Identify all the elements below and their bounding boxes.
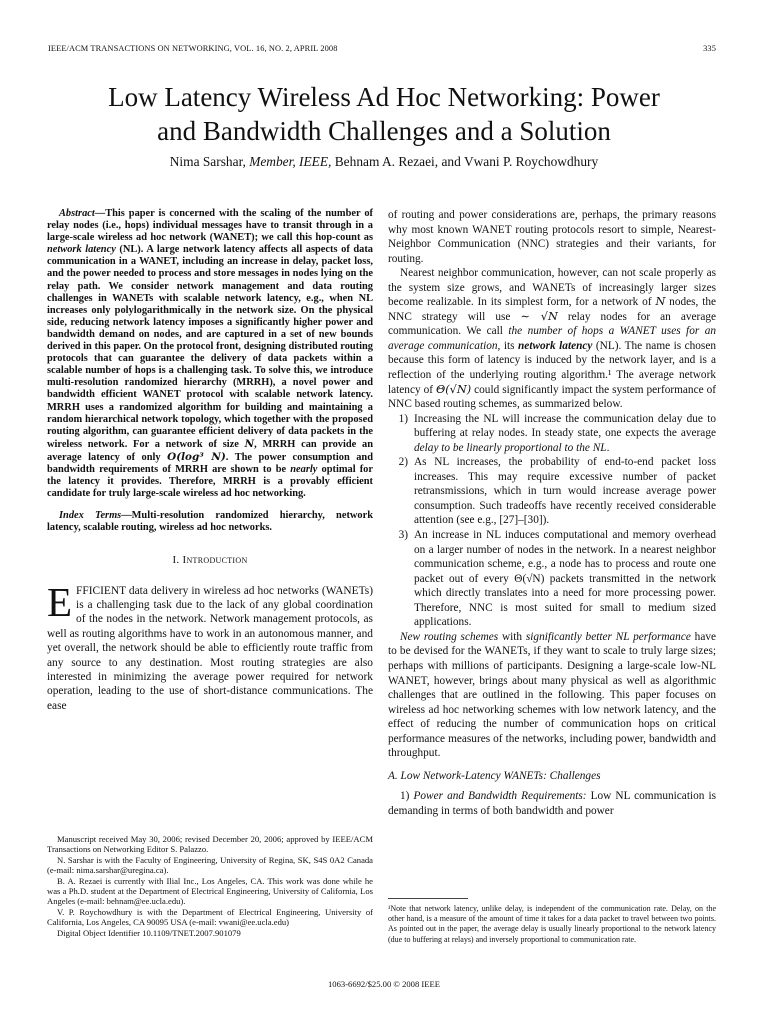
right-column <box>388 208 716 818</box>
footnote-rule <box>388 898 468 899</box>
abstract-bigo: O(log³ N) <box>167 450 226 463</box>
author-1: Nima Sarshar, <box>169 154 246 169</box>
abstract-n: N <box>244 437 255 450</box>
author-2: Behnam A. Rezaei, <box>334 154 439 169</box>
abstract-text-2: (NL). A large network latency affects all aspects of data communication in a WANET, including an increase in delay, packet loss, and the power needed to process and store messages in nodes lying on the relay path. We consider network management and data routing challenges in WANETs with scalable network latency, e.g., when NL increases only polylogarithmically in the network size. On the physical side, reducing network latency imposes a significantly higher power and bandwidth demand on nodes, and are captured in a set of new bounds derived in this paper. On the protocol front, designing distributed routing protocols that can guarantee the delivery of data packets within a scalable number of hops is a challenging task. To solve this, we introduce multi-resolution randomized hierarchy (MRRH), a novel power and bandwidth efficient WANET protocol with scalable network latency. MRRH uses a randomized algorithm for building and maintaining a random hierarchical network topology, which together with the proposed routing algorithm, can guarantee efficient delivery of data packets in the wireless network. For a network of size <box>47 244 373 450</box>
page-footer: 1063-6692/$25.00 © 2008 IEEE <box>327 979 441 989</box>
right-paragraph-0: of routing and power considerations are, perhaps, the primary reasons why most known WANET routing protocols resort to simple, Nearest-Neighbor Communication (NNC) strategies and their variants, for routing. <box>388 209 716 265</box>
p1-italic: the number of hops a WANET uses for an average communication <box>388 325 716 352</box>
running-header <box>48 44 716 53</box>
footnote-1: ¹Note that network latency, unlike delay, is independent of the communication rate. Delay, on the other hand, is a measure of the amount of time it takes for a data packet to travel between two points. As pointed out in the paper, the average delay is usually linearly proportional to the network latency (due to buffering at relays) and inversely proportional to communication rate. <box>388 904 716 944</box>
right-paragraph-1 <box>388 266 716 411</box>
author-list <box>40 154 728 170</box>
p1-sqrt: ∼ √N <box>520 309 558 323</box>
author-and: and <box>441 154 461 169</box>
item-1-end: . <box>606 441 610 454</box>
p2-text-b: have to be devised for the WANETs, if they want to scale to truly large sizes; perhaps with millions of participants. Designing a large-scale low-NL WANET, however, brings about many physical as well as algorithmic challenges that are outlined in the following. This paper focuses on wireless ad hoc networking schemes with low network latency, and the effect of reducing the number of communication hops on critical performance measures of the networks, including power, bandwidth and throughput. <box>388 630 716 760</box>
drop-cap: E <box>47 578 73 625</box>
index-terms <box>47 510 373 534</box>
list-item-3 <box>388 528 716 630</box>
p1-text-a: Nearest neighbor communication, however, can not scale properly as the system size grows, and WANETs of increasingly larger sizes become realizable. In its simplest form, for a network of <box>388 267 716 309</box>
p1-n: N <box>655 295 666 309</box>
list-item-2 <box>388 455 716 528</box>
intro-paragraph <box>47 578 373 714</box>
title-line-2: and Bandwidth Challenges and a Solution <box>157 116 611 146</box>
item-1-text: Increasing the NL will increase the communication delay due to buffering at relay nodes. In steady state, one expects the average <box>414 412 716 440</box>
footnote-author-1: N. Sarshar is with the Faculty of Engineering, University of Regina, SK, S4S 0A2 Canada (e-mail: nima.sarshar@uregina.ca). <box>47 854 373 876</box>
footnote-author-2: B. A. Rezaei is currently with Ilial Inc., Los Angeles, CA. This work was done while he was a Ph.D. student at the Department of Electrical Engineering, University of California, Los Angeles (e-mail: behnam@ee.ucla.edu). <box>47 875 373 907</box>
item-1-italic: delay to be linearly proportional to the NL <box>414 441 607 454</box>
abstract <box>47 208 373 500</box>
abstract-text-4: . The power consumption and bandwidth requirements of MRRH are shown to be <box>47 451 373 475</box>
left-column <box>47 208 373 713</box>
p1-text-d: , its <box>497 339 519 352</box>
subsubsection-paragraph <box>388 789 716 818</box>
abstract-lead: Abstract <box>59 208 95 219</box>
right-paragraph-2 <box>388 630 716 761</box>
p1-bold: network latency <box>518 339 593 352</box>
p1-text-f: could significantly impact the system performance of NNC based routing schemes, as summarized below. <box>388 383 716 411</box>
journal-name: IEEE/ACM TRANSACTIONS ON NETWORKING, VOL. 16, NO. 2, APRIL 2008 <box>48 44 338 53</box>
p1-theta: Θ(√N) <box>435 382 472 396</box>
list-item-1 <box>388 412 716 456</box>
author-1-role: Member, IEEE, <box>249 154 332 169</box>
section-title: Introduction <box>182 554 248 567</box>
subsub-text: Low NL communication is demanding in terms of both bandwidth and power <box>388 790 716 817</box>
p1-text-b: nodes, the NNC strategy will use <box>388 296 716 323</box>
footnote-doi: Digital Object Identifier 10.1109/TNET.2007.901079 <box>57 927 241 938</box>
subsection-heading: A. Low Network-Latency WANETs: Challenges <box>388 769 601 782</box>
section-heading-introduction <box>47 554 373 567</box>
p2-italic-1: New routing schemes <box>400 630 499 643</box>
p2-text-a: with <box>498 630 526 643</box>
footnote-received: Manuscript received May 30, 2006; revised December 20, 2006; approved by IEEE/ACM Transactions on Networking Editor S. Palazzo. <box>47 834 373 855</box>
abstract-nearly: nearly <box>290 463 318 475</box>
paper-title <box>40 80 728 148</box>
list-number: 1) <box>398 412 408 425</box>
p1-text-c: relay nodes for an average communication. We call <box>388 310 716 338</box>
abstract-nl: network latency <box>47 244 116 256</box>
section-number: I. <box>172 554 180 567</box>
abstract-text-1: —This paper is concerned with the scaling of the number of relay nodes (i.e., hops) individual messages have to transit through in a large-scale wireless ad hoc network (WANET); we call this hop-count as <box>47 208 373 244</box>
title-line-1: Low Latency Wireless Ad Hoc Networking: Power <box>108 82 660 112</box>
list-text <box>414 412 716 456</box>
author-3: Vwani P. Roychowdhury <box>463 154 599 169</box>
index-terms-lead: Index Terms <box>59 510 122 522</box>
subsub-number: 1) <box>400 790 410 803</box>
p2-italic-2: significantly better NL performance <box>525 630 691 643</box>
list-text: An increase in NL induces computational and memory overhead on a larger number of nodes in the network. In a nearest neighbor communication scheme, e.g., a node has to process and route one packet out of every Θ(√N) packets transmitted in the network which directly translates into a need for more processing power. Therefore, NNC is most suited for small to medium sized applications. <box>414 529 716 629</box>
abstract-text-5: optimal for the latency it provides. Therefore, MRRH is a provably efficient candidate for truly large-scale wireless ad hoc networking. <box>47 463 373 500</box>
list-number: 2) <box>398 456 408 469</box>
footnote-author-3: V. P. Roychowdhury is with the Department of Electrical Engineering, University of California, Los Angeles, CA 90095 USA (e-mail: vwani@ee.ucla.edu) <box>47 906 373 928</box>
p1-text-e: (NL). The name is chosen because this form of latency is induced by the network layer, and is a reflection of the underlying routing algorithm.¹ The average network latency of <box>388 339 716 396</box>
list-text: As NL increases, the probability of end-to-end packet loss increases. This may require excessive number of packet retransmissions, which in turn would increase average power consumption. Such tradeoffs have recently received considerable attention (see e.g., [27]–[30]). <box>414 456 716 527</box>
subsub-title: Power and Bandwidth Requirements: <box>413 790 587 803</box>
page-number: 335 <box>703 44 716 53</box>
list-number: 3) <box>398 529 408 542</box>
abstract-text-3: , MRRH can provide an average latency of only <box>47 438 373 463</box>
manuscript-footnotes <box>47 834 373 938</box>
index-terms-text: —Multi-resolution randomized hierarchy, network latency, scalable routing, wireless ad hoc networks. <box>47 510 373 534</box>
intro-text: FFICIENT data delivery in wireless ad hoc networks (WANETs) is a challenging task due to the lack of any global coordination of the nodes in the network. Network management protocols, as well as routing algorithms have to work in an autonomous manner, and yet overall, the network should be able to efficiently route traffic from any source to any destination. Most routing strategies are also interested in minimizing the average power required for network operation, leading to the use of short-distance communications. The ease <box>47 584 373 712</box>
